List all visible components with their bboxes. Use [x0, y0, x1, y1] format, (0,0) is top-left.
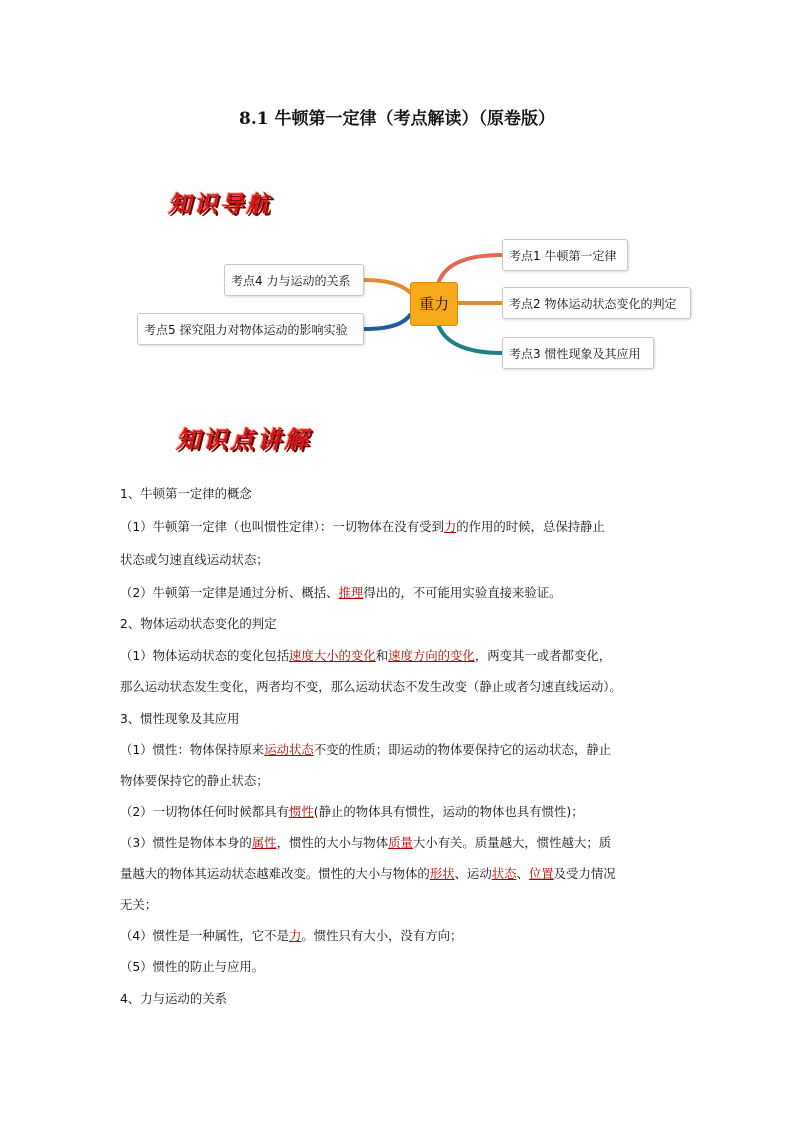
key-term: 速度方向的变化: [388, 648, 475, 663]
paragraph-line: （2）一切物体任何时候都具有惯性(静止的物体具有惯性，运动的物体也具有惯性)；: [120, 804, 584, 819]
key-term: 力: [443, 519, 457, 534]
connector-3: [438, 324, 502, 353]
paragraph-line: 物体要保持它的静止状态；: [120, 773, 269, 788]
key-term: 状态: [491, 866, 517, 881]
mindmap-node-2: 考点2 物体运动状态变化的判定: [502, 287, 691, 319]
mindmap-connectors: [0, 0, 794, 420]
key-term: 速度大小的变化: [288, 648, 376, 663]
paragraph-line: （3）惯性是物体本身的属性，惯性的大小与物体质量大小有关。质量越大，惯性越大；质: [120, 835, 612, 850]
connector-1: [438, 255, 502, 284]
section-heading-2: 2、物体运动状态变化的判定: [120, 616, 277, 631]
section-heading-1: 1、牛顿第一定律的概念: [120, 486, 252, 501]
mindmap-center-node: 重力: [410, 282, 458, 326]
knowledge-explanation-banner: 知识点讲解: [176, 425, 311, 454]
key-term: 推理: [338, 585, 364, 600]
mindmap-node-5: 考点5 探究阻力对物体运动的影响实验: [137, 313, 364, 345]
key-term: 形状: [429, 866, 455, 881]
mindmap-node-3: 考点3 惯性现象及其应用: [502, 337, 654, 369]
section-heading-4: 4、力与运动的关系: [120, 991, 228, 1006]
paragraph-line: 无关；: [120, 897, 158, 912]
connector-4: [364, 280, 411, 293]
paragraph-line: 状态或匀速直线运动状态；: [120, 552, 269, 567]
paragraph-line: （4）惯性是一种属性，它不是力。惯性只有大小，没有方向；: [120, 928, 463, 943]
key-term: 运动状态: [264, 742, 314, 757]
key-term: 属性: [251, 835, 277, 850]
paragraph-line: （1）惯性：物体保持原来运动状态不变的性质；即运动的物体要保持它的运动状态，静止: [120, 742, 612, 757]
mindmap-node-1: 考点1 牛顿第一定律: [502, 239, 628, 271]
key-term: 质量: [388, 835, 413, 850]
mindmap-node-4: 考点4 力与运动的关系: [224, 264, 364, 296]
section-heading-3: 3、惯性现象及其应用: [120, 711, 240, 726]
paragraph-line: 量越大的物体其运动状态越难改变。惯性的大小与物体的形状、运动状态、位置及受力情况: [120, 866, 616, 881]
page-title: 8.1 牛顿第一定律（考点解读）（原卷版）: [239, 109, 555, 129]
paragraph-line: （1）牛顿第一定律（也叫惯性定律）：一切物体在没有受到力的作用的时候，总保持静止: [120, 519, 605, 534]
paragraph-line: （2）牛顿第一定律是通过分析、概括、推理得出的，不可能用实验直接来验证。: [120, 585, 562, 600]
connector-5: [364, 314, 411, 329]
paragraph-line: （1）物体运动状态的变化包括速度大小的变化和速度方向的变化，两变其一或者都变化，: [120, 648, 612, 663]
paragraph-line: 那么运动状态发生变化，两者均不变，那么运动状态不发生改变（静止或者匀速直线运动）。: [120, 679, 622, 694]
knowledge-navigation-banner: 知识导航: [168, 191, 272, 218]
paragraph-line: （5）惯性的防止与应用。: [120, 959, 265, 974]
key-term: 力: [288, 928, 302, 943]
key-term: 惯性: [288, 804, 314, 819]
key-term: 位置: [528, 866, 554, 881]
